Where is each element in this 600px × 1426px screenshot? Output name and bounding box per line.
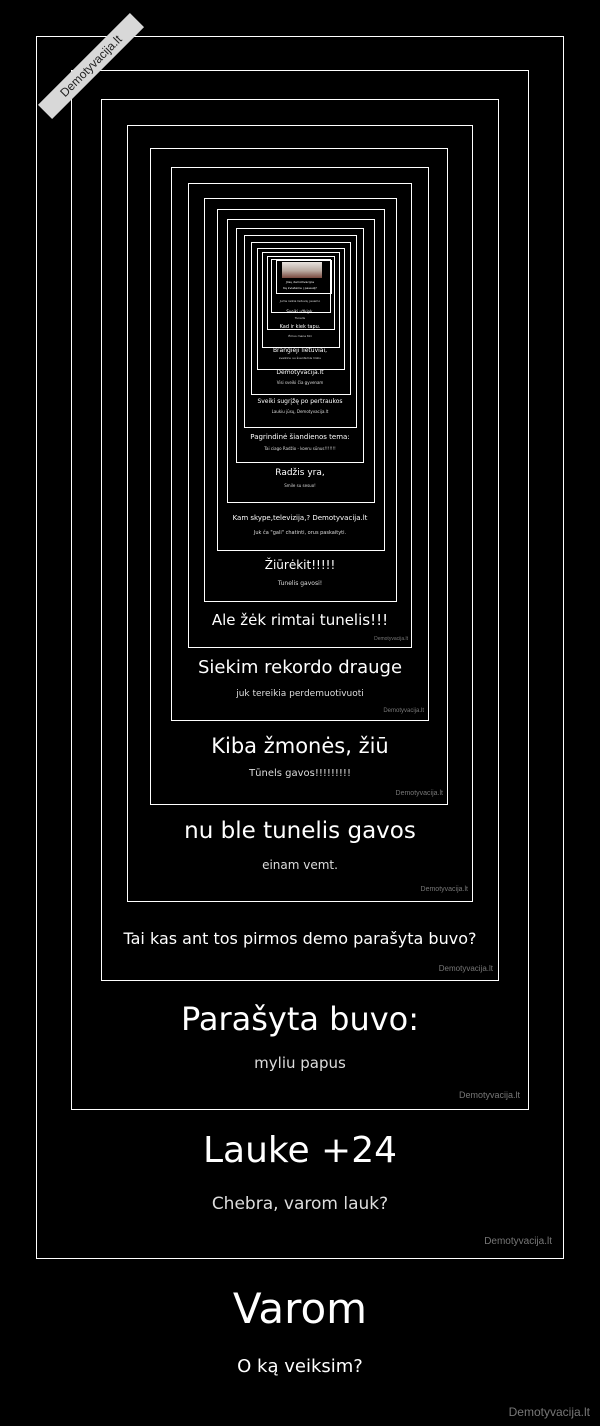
level-1-subtitle: Chebra, varom lauk? bbox=[211, 1194, 389, 1214]
outer-watermark: Demotyvacija.lt bbox=[508, 1405, 590, 1419]
level-9-title: Kam skype,televizija,? Demotyvacija.lt bbox=[232, 514, 368, 522]
level-13-title: Demotyvacija.lt bbox=[276, 369, 324, 376]
level-18-title: Jūsų demotivacijos bbox=[285, 280, 315, 284]
level-5-title: Kiba žmonės, žiū bbox=[211, 734, 389, 758]
level-2-watermark: Demotyvacija.lt bbox=[458, 1090, 520, 1100]
level-15-title: Kad ir kiek tapu. bbox=[279, 324, 321, 330]
level-16-subtitle: Tunelis bbox=[294, 316, 306, 320]
level-5-subtitle: Tūnels gavos!!!!!!!!! bbox=[249, 768, 351, 779]
level-12-subtitle: Laukiu jūsų, Demotyvacija.lt bbox=[271, 409, 329, 414]
level-10-subtitle: Smile su sesuo! bbox=[284, 483, 316, 488]
outer-subtitle: O ką veiksim? bbox=[237, 1356, 363, 1377]
level-9-subtitle: Juk ča "gali" chatinti, orus paskaityti. bbox=[253, 530, 347, 536]
level-4-watermark: Demotyvacija.lt bbox=[420, 886, 468, 893]
level-12-title: Sveiki sugrįžę po pertraukos bbox=[257, 398, 343, 405]
level-3-title: Tai kas ant tos pirmos demo parašyta buvo? bbox=[123, 929, 477, 948]
level-6-watermark: Demotyvacija.lt bbox=[383, 708, 424, 714]
level-6-title: Siekim rekordo drauge bbox=[197, 657, 403, 678]
level-15-subtitle: Ėmus mane tiki bbox=[288, 334, 312, 338]
level-11-subtitle: Tai ciago Radžio - koeru sūnus!!!!!!! bbox=[264, 446, 336, 451]
level-17-subtitle: Jums reikia lietuvių jausmo bbox=[279, 299, 321, 303]
level-13-subtitle: Visi sveiki čia gyvenam bbox=[276, 380, 324, 385]
level-7-title: Ale žėk rimtai tunelis!!! bbox=[211, 611, 389, 629]
level-7-watermark: Demotyvacija.lt bbox=[374, 636, 408, 642]
level-14-title: Brangieji lietuviai, bbox=[272, 347, 328, 354]
level-4-title: nu ble tunelis gavos bbox=[184, 818, 416, 844]
outer-title: Varom bbox=[232, 1284, 368, 1333]
level-17-title: Ką kvietėme į pasaulį? bbox=[283, 286, 317, 290]
level-10-title: Radžis yra, bbox=[275, 468, 325, 478]
level-2-title: Parašyta buvo: bbox=[180, 1000, 420, 1038]
level-8-subtitle: Tunelis gavosi! bbox=[277, 580, 323, 587]
level-11-title: Pagrindinė šiandienos tema: bbox=[250, 433, 350, 441]
level-4-subtitle: einam vemt. bbox=[262, 858, 338, 872]
corner-ribbon: Demotyvacija.lt bbox=[38, 13, 144, 119]
innermost-photo bbox=[282, 262, 322, 278]
level-14-subtitle: sveikinu su šventėmis linkiu bbox=[278, 356, 322, 360]
level-1-watermark: Demotyvacija.lt bbox=[484, 1236, 552, 1247]
level-1-title: Lauke +24 bbox=[202, 1130, 398, 1171]
level-3-watermark: Demotyvacija.lt bbox=[438, 964, 493, 973]
level-16-title: Sveiki užkipk. bbox=[286, 309, 314, 314]
level-6-subtitle: juk tereikia perdemuotivuoti bbox=[236, 689, 364, 699]
level-5-watermark: Demotyvacija.lt bbox=[395, 790, 443, 797]
level-8-title: Žiūrėkit!!!!! bbox=[264, 558, 336, 572]
level-2-subtitle: myliu papus bbox=[254, 1054, 346, 1072]
